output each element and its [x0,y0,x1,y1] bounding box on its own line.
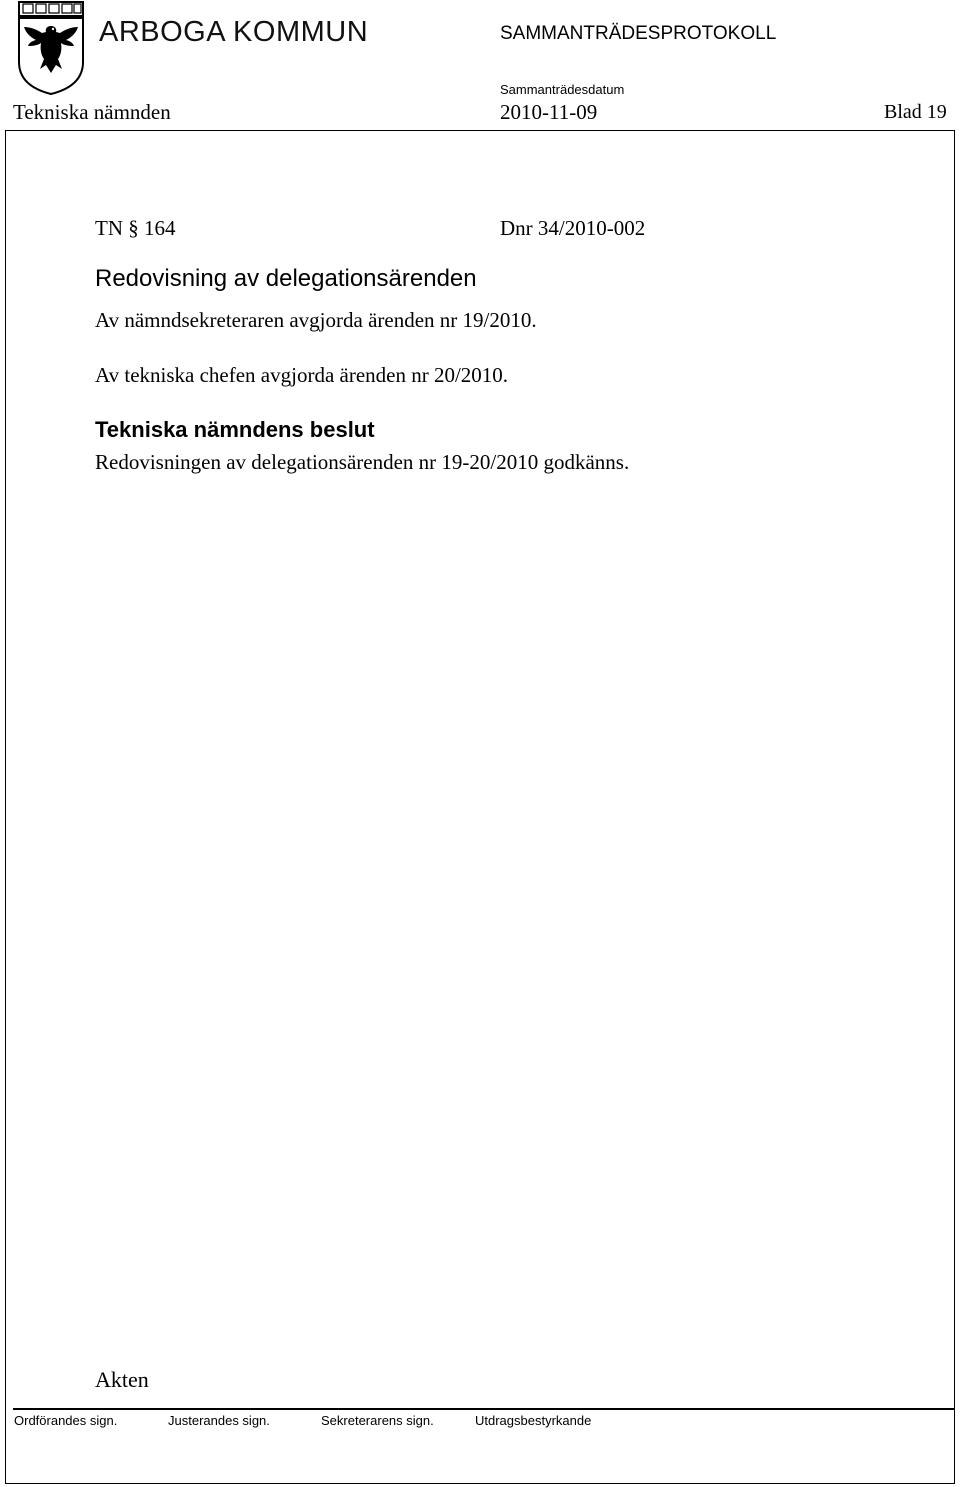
page-number: Blad 19 [884,101,947,123]
meeting-date: 2010-11-09 [500,100,598,124]
distribution-note: Akten [95,1367,149,1392]
footer-divider [13,1408,955,1410]
registration-number: Dnr 34/2010-002 [500,216,646,240]
footer-signature-label: Utdragsbestyrkande [475,1413,592,1428]
coat-of-arms-logo [16,0,86,96]
body-paragraph: Av nämndsekreteraren avgjorda ärenden nr 19/2010. [95,308,537,332]
organization-name: Tekniska nämnden [13,100,171,124]
body-paragraph: Av tekniska chefen avgjorda ärenden nr 20/2010. [95,363,509,387]
content-frame [5,130,955,1484]
footer-signature-label: Ordförandes sign. [14,1413,118,1428]
decision-heading: Tekniska nämndens beslut [95,417,375,442]
logo-wordmark: ARBOGA KOMMUN [99,16,369,48]
section-number: TN § 164 [95,216,176,240]
footer-signature-label: Justerandes sign. [168,1413,270,1428]
decision-text: Redovisningen av delegationsärenden nr 19-20/2010 godkänns. [95,450,630,474]
item-title: Redovisning av delegationsärenden [95,265,477,292]
document-type: SAMMANTRÄDESPROTOKOLL [500,23,777,44]
footer-signature-label: Sekreterarens sign. [321,1413,434,1428]
meeting-date-label: Sammanträdesdatum [500,82,625,97]
